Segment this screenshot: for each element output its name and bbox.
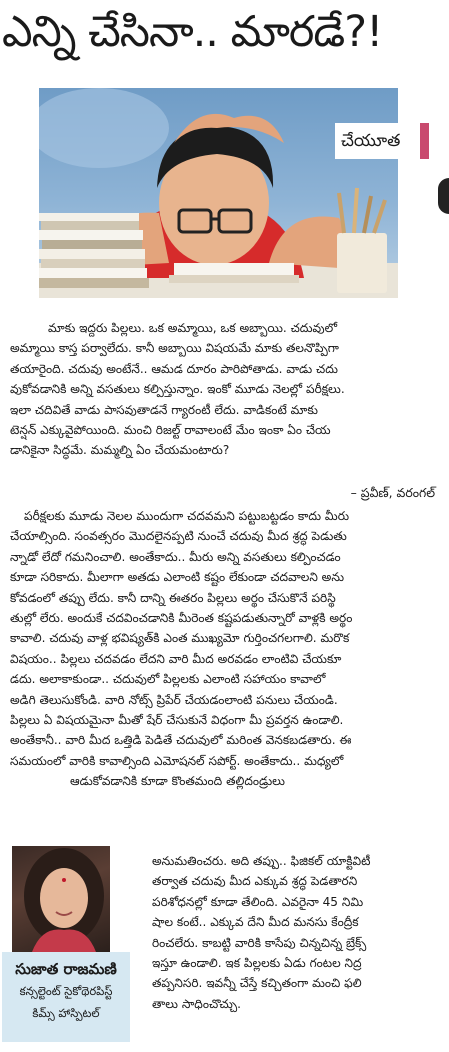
answer-line: న్నాడో లేదో గమనించాలి. అంతేకాదు.. మీరు అన్ని వసతులు కల్పించడం xyxy=(10,549,341,564)
answer-line: డదు. అలాకాకుండా.. చదువులో పిల్లలకు ఎలాంటి సహాయం కావాలో xyxy=(10,672,326,687)
answer-line: తుల్లో లేరు. అందుకే చదవించడానికి మీరెంత కష్టపడుతున్నారో వాళ్లకి అర్థం xyxy=(10,611,353,626)
answer-line: అనుమతించరు. అది తప్పు.. ఫిజికల్ యాక్టివిటీ xyxy=(152,854,371,868)
article-photo xyxy=(39,88,398,298)
question-line: అమ్మాయి కాస్త పర్వాలేదు. కానీ అబ్బాయి విషయమే మాకు తలనొప్పిగా xyxy=(10,341,339,356)
expert-answer-continued xyxy=(152,851,434,1047)
author-photo xyxy=(12,846,110,952)
answer-line: పిల్లలు ఏ విషయమైనా మీతో షేర్ చేసుకునే విధంగా మీ ప్రవర్తన ఉండాలి. xyxy=(10,713,344,728)
question-line: డానికైనా సిద్ధమే. మమ్మల్ని ఏం చేయమంటారు? xyxy=(10,443,230,458)
answer-line: విషయం.. పిల్లలు చదవడం లేదని వారి మీద అరవడం లాంటివి చేయకూ xyxy=(10,651,342,666)
answer-line: కూడా సరికాదు. మీలాగా అతడు ఎలాంటి కష్టం లేకుండా చదవాలని అను xyxy=(10,570,345,585)
answer-line: కోవడంలో తప్పు లేదు. కానీ దాన్ని ఈతరం పిల్లలు అర్థం చేసుకొనే పరిస్థి xyxy=(10,590,336,605)
answer-line: సమయంలో వారికి కావాల్సింది ఎమోషనల్ సపోర్ట్. అంతేకాదు.. మధ్యలో xyxy=(10,753,344,768)
author-portrait-illustration xyxy=(12,846,110,952)
answer-line: రించలేరు. కాబట్టి వారికి కాసేపు చిన్నచిన్న బ్రేక్స్ xyxy=(152,935,367,950)
answer-line: అంతేకానీ.. వారి మీద ఒత్తిడి పెడితే చదువులో మరింత వెనకబడతారు. ఈ xyxy=(10,733,352,748)
column-label: చేయూత xyxy=(335,123,429,159)
answer-line: పరిశోధనల్లో కూడా తేలింది. ఎవరైనా 45 నిమి xyxy=(152,894,364,909)
question-sender: – ప్రవీణ్, వరంగల్ xyxy=(350,485,435,500)
answer-line: తాలు సాధించొచ్చు. xyxy=(152,996,241,1011)
boy-with-books-illustration xyxy=(39,88,398,298)
question-line: వుకోవడానికి అన్ని వసతులు కల్పిస్తున్నాం. ఇంకో మూడు నెలల్లో పరీక్షలు. xyxy=(10,382,345,397)
answer-line: ఇస్తూ ఉండాలి. ఇక పిల్లలకు ఏడు గంటల నిద్ర xyxy=(152,956,362,971)
author-credit xyxy=(2,952,130,1042)
question-line: ఇలా చదివితే వాడు పాసవుతాడనే గ్యారంటీ లేదు. వాడికంటే మాకు xyxy=(10,402,318,417)
answer-line: షాల కంటే.. ఎక్కువ దేని మీద మనసు కేంద్రీక xyxy=(152,915,359,930)
expert-answer xyxy=(10,506,433,846)
question-line: మాకు ఇద్దరు పిల్లలు. ఒక అమ్మాయి, ఒక అబ్బాయి. చదువులో xyxy=(48,321,338,335)
answer-line: తర్వాత చదువు మీద ఎక్కువ శ్రద్ధ పెడతారని xyxy=(152,874,358,889)
question-line: టెన్షన్ ఎక్కువైపోయింది. మంచి రిజల్ట్ రావాలంటే మేం ఇంకా ఏం చేయ xyxy=(10,423,331,438)
headline: ఎన్ని చేసినా.. మారడే?! xyxy=(2,7,383,57)
author-organization: కిమ్స్ హాస్పిటల్ xyxy=(32,1006,100,1020)
reader-question xyxy=(10,318,433,470)
author-name: సుజాత రాజమణి xyxy=(15,960,117,978)
answer-line: ఆడుకోవడానికి కూడా కొంతమంది తల్లిదండ్రులు xyxy=(70,774,285,789)
edge-decoration xyxy=(438,178,449,214)
question-line: తయారైంది. చదువు అంటేనే.. ఆమడ దూరం పారిపోతాడు. వాడు చదు xyxy=(10,361,338,376)
answer-line: పరీక్షలకు మూడు నెలల ముందుగా చదవమని పట్టుబట్టడం కాదు మీరు xyxy=(24,509,350,523)
answer-line: చేయాల్సింది. సంవత్సరం మొదలైనప్పటి నుంచే చదువు మీద శ్రద్ధ పెడుతు xyxy=(10,529,347,544)
author-role: కన్సల్టెంట్ సైకోథెరపిస్ట్ xyxy=(19,984,113,998)
answer-line: కావాలి. చదువు వాళ్ల భవిష్యత్‌కి ఎంత ముఖ్యమో గుర్తించగలగాలి. మరొక xyxy=(10,631,350,646)
answer-line: అడిగి తెలుసుకోండి. వారి నోట్స్ ప్రిపేర్ చేయడంలాంటి పనులు చేయండి. xyxy=(10,692,338,707)
answer-line: తప్పనిసరి. ఇవన్నీ చేస్తే కచ్చితంగా మంచి ఫలి xyxy=(152,976,362,991)
